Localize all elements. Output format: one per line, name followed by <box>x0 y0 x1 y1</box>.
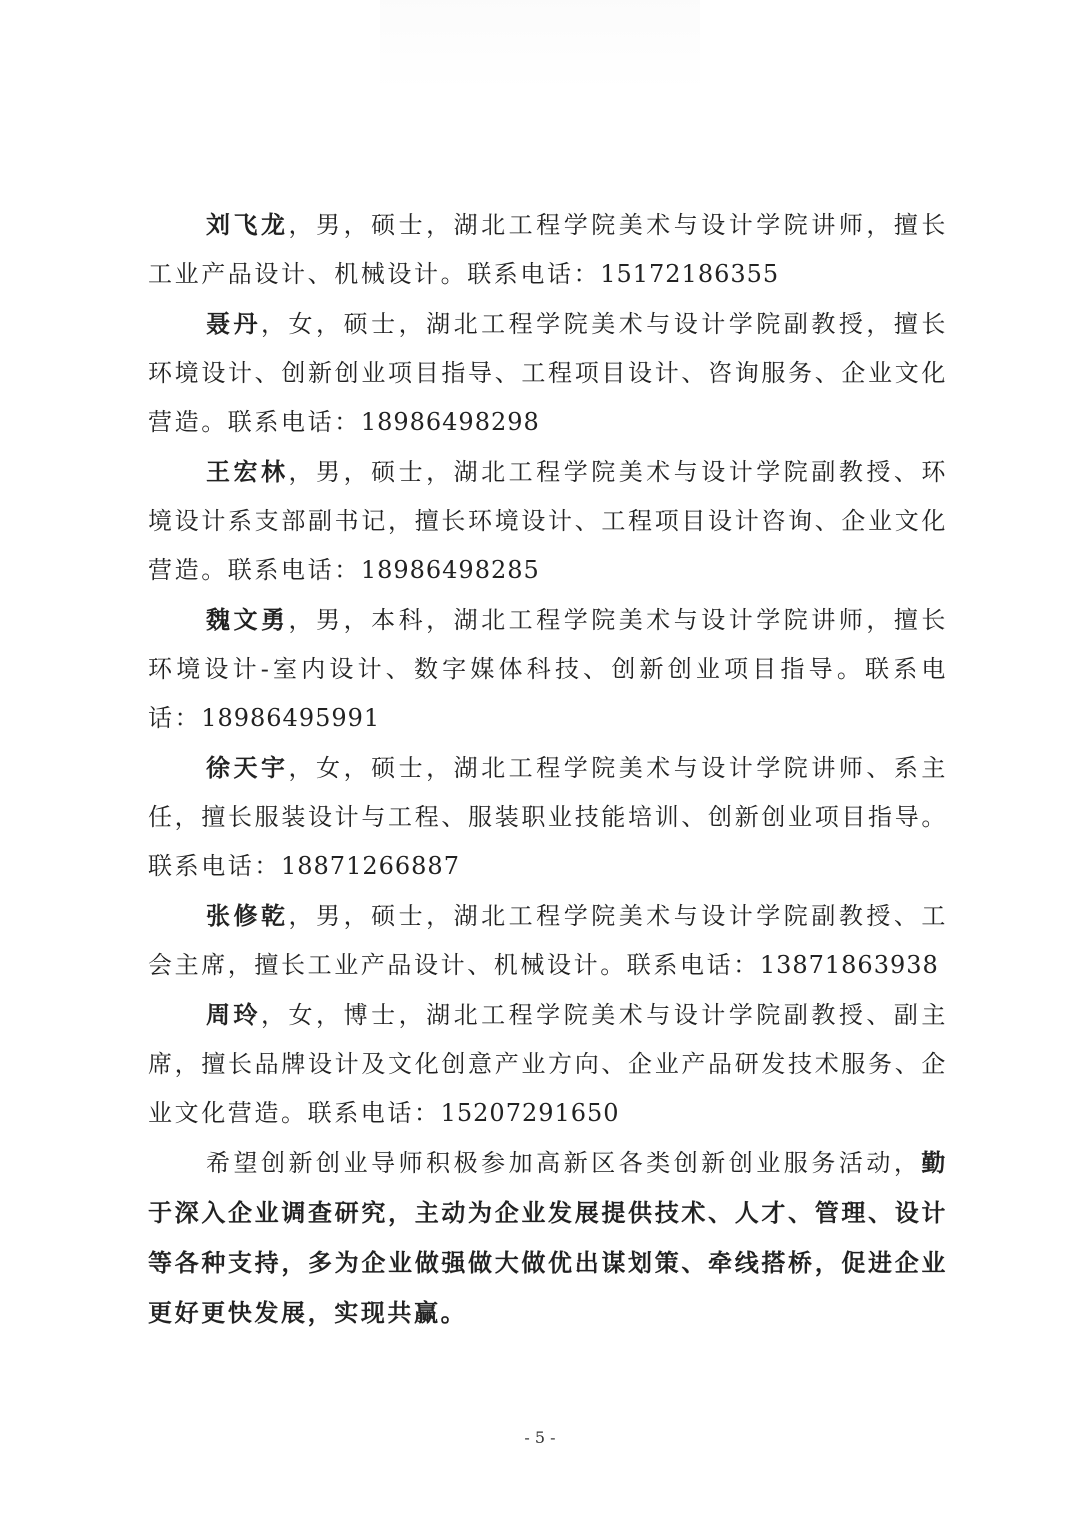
mentor-entry <box>148 891 948 990</box>
mentor-description: ，男，本科，湖北工程学院美术与设计学院讲师，擅长环境设计-室内设计、数字媒体科技、创新创业项目指导。联系电话： <box>148 606 948 732</box>
mentor-description: ，女，硕士，湖北工程学院美术与设计学院副教授，擅长环境设计、创新创业项目指导、工程项目设计、咨询服务、企业文化营造。联系电话： <box>148 310 948 436</box>
mentor-name: 周玲 <box>206 1000 262 1029</box>
mentor-description: ，男，硕士，湖北工程学院美术与设计学院副教授、工会主席，擅长工业产品设计、机械设计。联系电话： <box>148 902 948 979</box>
mentor-entry <box>148 299 948 447</box>
mentor-phone: 13871863938 <box>759 951 939 979</box>
closing-text-intro: 希望创新创业导师积极参加高新区各类创新创业服务活动， <box>206 1149 922 1177</box>
mentor-phone: 18986495991 <box>201 704 381 732</box>
closing-text-emphasis: 勤于深入企业调查研究，主动为企业发展提供技术、人才、管理、设计等各种支持，多为企业做强做大做优出谋划策、牵线搭桥，促进企业更好更快发展，实现共赢。 <box>148 1148 948 1327</box>
mentor-name: 聂丹 <box>206 309 262 338</box>
mentor-name: 张修乾 <box>206 901 289 930</box>
mentor-name: 魏文勇 <box>206 605 289 634</box>
page-number: - 5 - <box>524 1428 556 1447</box>
mentor-description: ，男，硕士，湖北工程学院美术与设计学院副教授、环境设计系支部副书记，擅长环境设计、工程项目设计咨询、企业文化营造。联系电话： <box>148 458 948 584</box>
mentor-description: ，女，硕士，湖北工程学院美术与设计学院讲师、系主任，擅长服装设计与工程、服装职业技能培训、创新创业项目指导。联系电话： <box>148 754 948 880</box>
mentor-description: ，女，博士，湖北工程学院美术与设计学院副教授、副主席，擅长品牌设计及文化创意产业方向、企业产品研发技术服务、企业文化营造。联系电话： <box>148 1001 948 1127</box>
mentor-phone: 15172186355 <box>600 260 780 288</box>
closing-paragraph <box>148 1138 948 1338</box>
mentor-phone: 18986498298 <box>360 408 540 436</box>
mentor-name: 王宏林 <box>206 457 289 486</box>
mentor-name: 徐天宇 <box>206 753 289 782</box>
mentor-phone: 15207291650 <box>440 1099 620 1127</box>
mentor-phone: 18871266887 <box>281 852 460 880</box>
bleed-through-shadow <box>380 0 700 90</box>
mentor-phone: 18986498285 <box>360 556 540 584</box>
mentor-entry <box>148 595 948 743</box>
mentor-description: ，男，硕士，湖北工程学院美术与设计学院讲师，擅长工业产品设计、机械设计。联系电话： <box>148 211 948 288</box>
mentor-entry <box>148 447 948 595</box>
mentor-entry <box>148 990 948 1138</box>
mentor-entry <box>148 743 948 891</box>
page-body <box>148 200 948 1338</box>
mentor-entry <box>148 200 948 299</box>
mentor-name: 刘飞龙 <box>206 210 289 239</box>
